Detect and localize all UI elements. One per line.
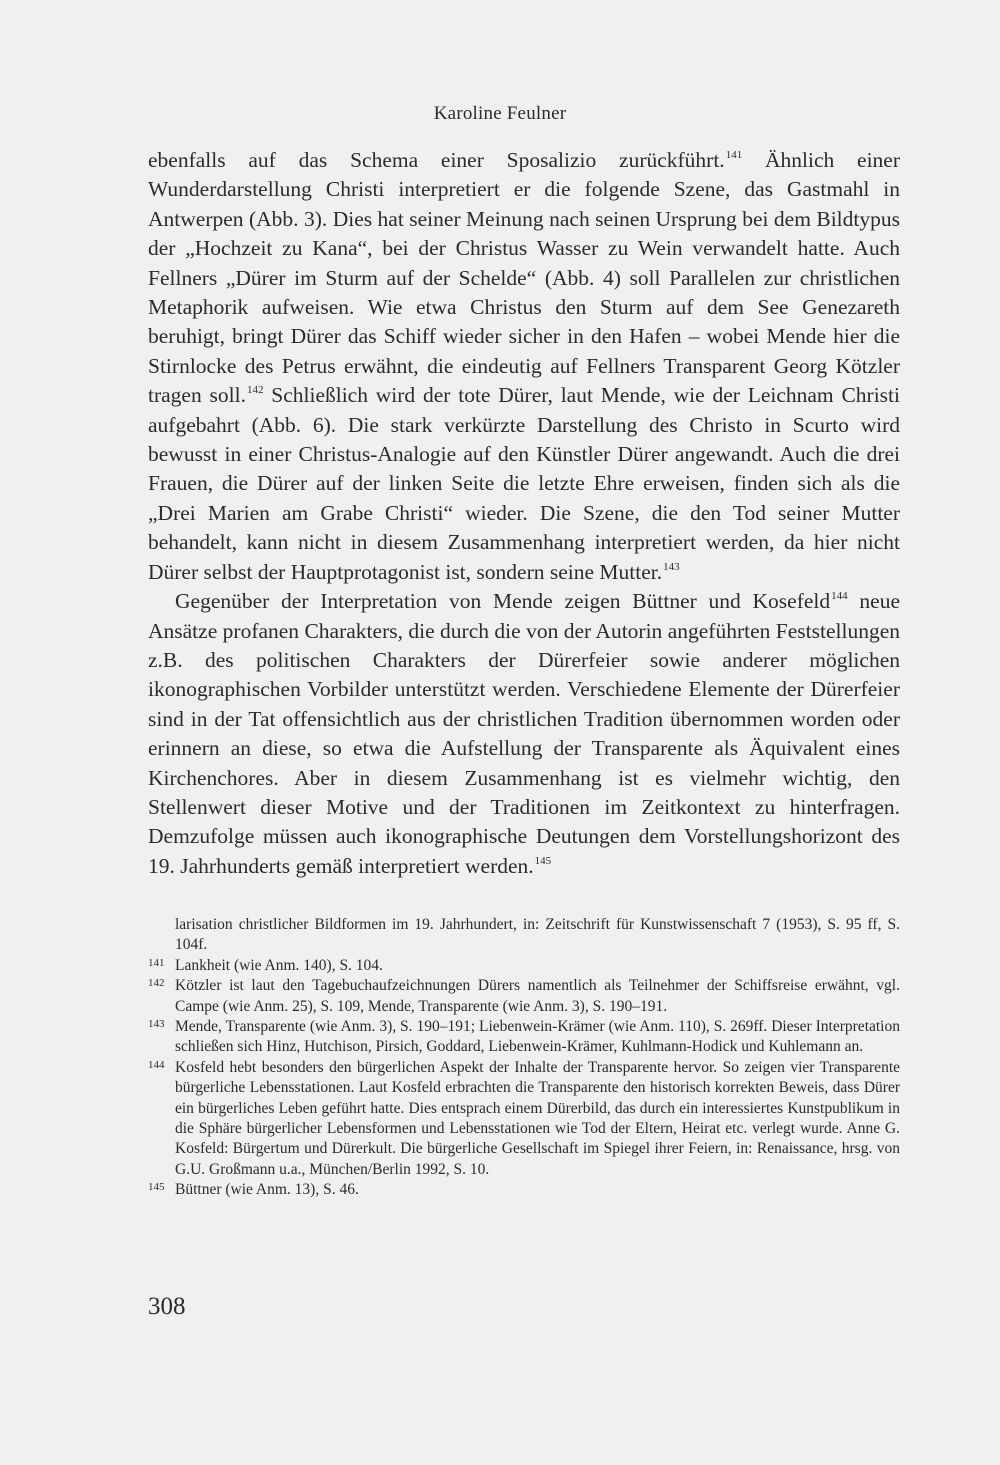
footnote-number: 144 [148,1058,165,1071]
paragraph-2-part-2: neue Ansätze profanen Charakters, die durch die von der Autorin angeführten Feststellungen z.B. des politischen Charakters der Dürerfeier sowie anderer möglichen ikonographischen Vorbilder unterstützt werden. Verschiedene Elemente der Dürerfeier sind in der Tat offensichtlich aus der christlichen Tradition übernommen worden oder erinnern an diese, so etwa die Aufstellung der Transparente als Äquivalent eines Kirchenchores. Aber in diesem Zusammenhang ist es vielmehr wichtig, den Stellenwert dieser Motive und der Traditionen im Zeitkontext zu hinterfragen. Demzufolge müssen auch ikonographische Deutungen dem Vorstellungshorizont des 19. Jahrhunderts gemäß interpretiert werden. [148,589,900,878]
paragraph-1-part-2: Ähnlich einer Wunderdarstellung Christi interpretiert er die folgende Szene, das Gastmahl in Antwerpen (Abb. 3). Dies hat seiner Meinung nach seinen Ursprung bei dem Bildtypus der „Hochzeit zu Kana“, bei der Christus Wasser zu Wein verwandelt hatte. Auch Fellners „Dürer im Sturm auf der Schelde“ (Abb. 4) soll Parallelen zur christlichen Metaphorik aufweisen. Wie etwa Christus den Sturm auf dem See Genezareth beruhigt, bringt Dürer das Schiff wieder sicher in den Hafen – wobei Mende hier die Stirnlocke des Petrus erwähnt, die eindeutig auf Fellners Transparent Georg Kötzler tragen soll. [148,148,900,408]
footnote-text: Kötzler ist laut den Tagebuchaufzeichnungen Dürers namentlich als Teilnehmer der Schiffsreise erwähnt, vgl. Campe (wie Anm. 25), S. 109, Mende, Transparente (wie Anm. 3), S. 190–191. [175,977,900,1015]
footnote-ref-143: 143 [663,560,680,573]
footnote-number: 143 [148,1018,165,1031]
footnote-continuation [148,915,900,956]
paragraph-2 [148,587,900,881]
footnote-141 [148,956,900,976]
footnote-number: 141 [148,956,165,969]
footnote-ref-145: 145 [534,854,552,867]
footnote-number: 145 [148,1181,165,1194]
footnote-text: Kosfeld hebt besonders den bürgerlichen Aspekt der Inhalte der Transparente hervor. So zeigen vier Transparente bürgerliche Lebensstationen. Laut Kosfeld erbrachten die Transparente den historisch korrekten Beweis, dass Dürer ein bürgerliches Leben geführt hatte. Dies entsprach einem Dürerbild, das durch ein interessiertes Kunstpublikum in die Sphäre bürgerlicher Lebensformen und Lebensstationen wie Tod der Eltern, Heirat etc. verlegt wurde. Anne G. Kosfeld: Bürgertum und Dürerkult. Die bürgerliche Gesellschaft im Spiegel ihrer Feiern, in: Renaissance, hrsg. von G.U. Großmann u.a., München/Berlin 1992, S. 10. [175,1058,900,1178]
footnote-143 [148,1017,900,1058]
paragraph-1-part-1: ebenfalls auf das Schema einer Sposalizio zurückführt. [148,148,725,172]
footnotes [148,915,900,1201]
main-text [148,146,900,881]
footnote-145 [148,1180,900,1200]
footnote-ref-142: 142 [246,384,264,397]
footnote-number: 142 [148,977,165,990]
running-header: Karoline Feulner [433,103,567,124]
page-number: 308 [148,1293,186,1320]
paragraph-1 [148,146,900,587]
footnote-ref-141: 141 [725,149,743,161]
footnote-ref-144: 144 [831,590,848,603]
footnote-text: Mende, Transparente (wie Anm. 3), S. 190–191; Liebenwein-Krämer (wie Anm. 110), S. 269ff. Dieser Interpretation schließen sich Hinz, Hutchison, Pirsich, Goddard, Liebenwein-Krämer, Kuhlmann-Hodick und Kuhlemann an. [175,1018,900,1056]
paragraph-1-part-3: Schließlich wird der tote Dürer, laut Mende, wie der Leichnam Christi aufgebahrt (Abb. 6). Die stark verkürzte Darstellung des Christo in Scurto wird bewusst in einer Christus-Analogie auf den Künstler Dürer angewandt. Auch die drei Frauen, die Dürer auf der linken Seite die letzte Ehre erweisen, finden sich als die „Drei Marien am Grabe Christi“ wieder. Die Szene, die den Tod seiner Mutter behandelt, kann nicht in diesem Zusammenhang interpretiert werden, da hier nicht Dürer selbst der Hauptprotagonist ist, sondern seine Mutter. [148,383,900,584]
footnote-142 [148,976,900,1017]
footnote-text: Lankheit (wie Anm. 140), S. 104. [175,956,383,974]
footnote-text: Büttner (wie Anm. 13), S. 46. [175,1181,359,1199]
footnote-144 [148,1058,900,1180]
paragraph-2-part-1: Gegenüber der Interpretation von Mende zeigen Büttner und Kosefeld [175,589,831,614]
footnote-text: larisation christlicher Bildformen im 19. Jahrhundert, in: Zeitschrift für Kunstwissenschaft 7 (1953), S. 95 ff, S. 104f. [175,916,900,954]
